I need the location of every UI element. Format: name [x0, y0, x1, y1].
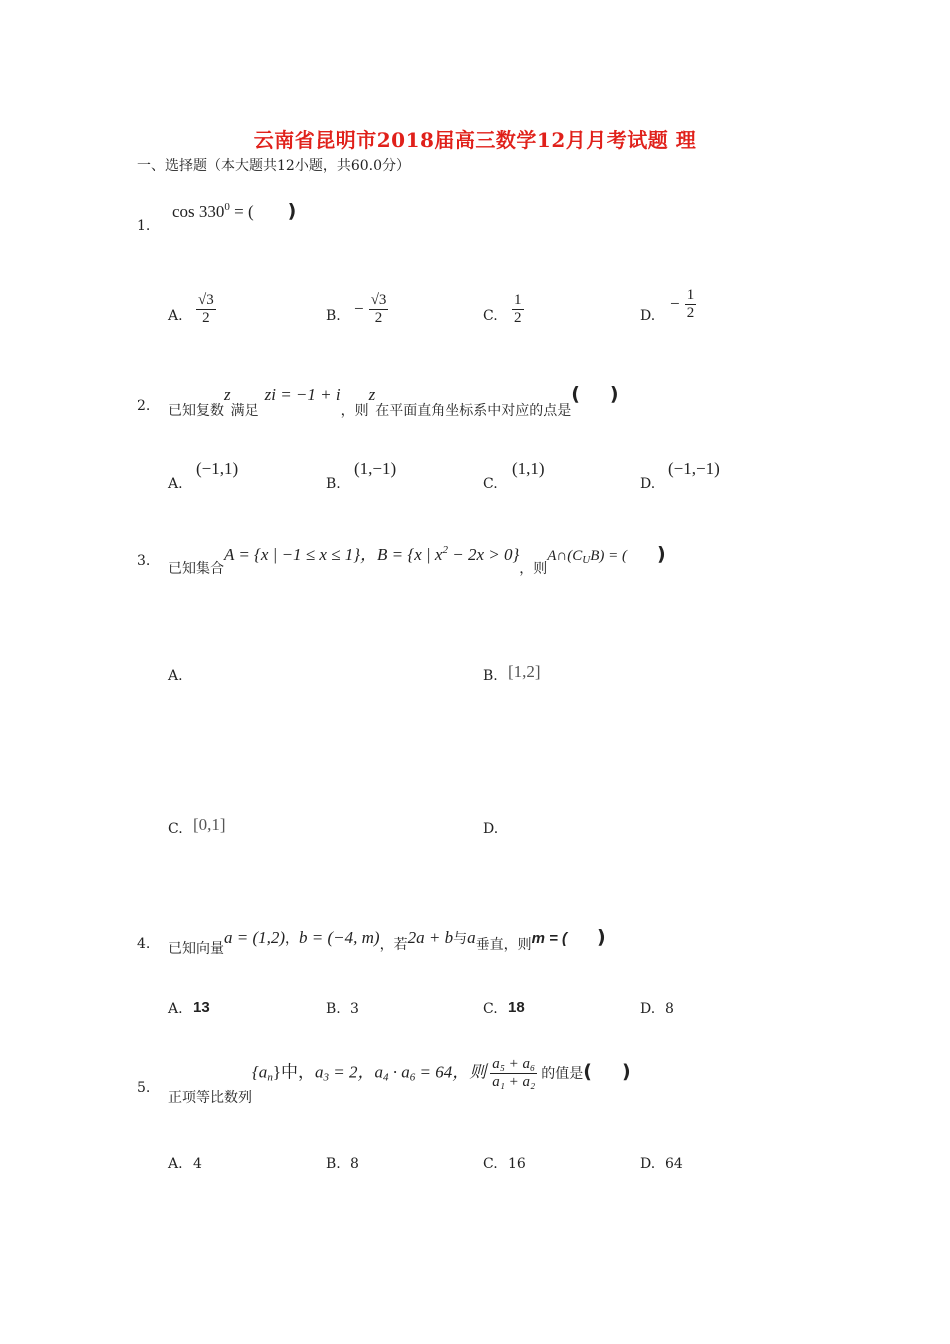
q1-option-a: [196, 292, 216, 327]
q1-option-c: [512, 292, 524, 327]
q2-number: 2.: [137, 398, 151, 414]
q5-frac-num: a₅ + a₆: [492, 1056, 536, 1072]
q4-vector-b: b = (−4, m): [299, 928, 380, 947]
q5-option-b: 8: [350, 1156, 359, 1172]
q4-text-2: ，: [285, 931, 300, 947]
q1-expr: cos 330: [172, 202, 225, 221]
q5-frac-den: a₁ + a₂: [492, 1074, 536, 1090]
q4-option-d: 8: [665, 1001, 674, 1017]
q5-option-a-label: A.: [168, 1156, 183, 1172]
q5-a3-end: = 2，: [328, 1062, 375, 1082]
q5-a3: a: [314, 1062, 324, 1082]
q1-option-b: [354, 292, 388, 327]
q1-c-num: 1: [514, 292, 522, 308]
q3-set-b-2: − 2x > 0}: [447, 545, 520, 564]
q5-text-2: 的值是: [541, 1065, 584, 1082]
q1-equals: = (: [229, 202, 254, 221]
q2-text-4: 在平面直角坐标系中对应的点是: [375, 403, 572, 419]
q4-option-c: 18: [508, 999, 525, 1016]
q3-stem: [168, 540, 666, 577]
q3-option-c-label: C.: [168, 821, 183, 837]
q3-expr-2: B) = (: [590, 548, 627, 564]
q4-text-3: ，若: [379, 937, 408, 953]
q3-expr-sub: U: [582, 554, 591, 566]
q1-option-c-label: C.: [483, 308, 498, 324]
q3-option-d-label: D.: [483, 821, 499, 837]
q3-expr-1: A∩(C: [547, 548, 583, 564]
q5-cond-end: = 64，则: [415, 1062, 487, 1082]
q5-option-b-label: B.: [326, 1156, 341, 1172]
q3-set-b-1: B = {x | x: [377, 545, 443, 564]
q1-c-den: 2: [514, 310, 522, 326]
q5-a3-sub: 3: [323, 1071, 329, 1084]
q5-a6: · a: [388, 1062, 410, 1082]
q1-a-den: 2: [202, 310, 210, 326]
q4-close-paren: ): [597, 926, 606, 948]
q5-fraction: [490, 1056, 537, 1091]
q4-expr: 2a + b: [407, 928, 454, 947]
q3-option-c: [0,1]: [193, 815, 226, 834]
q3-option-a-label: A.: [168, 668, 183, 684]
q5-option-d-label: D.: [640, 1156, 656, 1172]
q5-a6-sub: 6: [409, 1071, 416, 1084]
q4-option-c-label: C.: [483, 1001, 498, 1017]
q4-vector-a2: a: [467, 928, 476, 947]
q2-z1: z: [224, 385, 231, 404]
q2-text-1: 已知复数: [168, 403, 224, 419]
q1-d-sign: −: [670, 294, 680, 313]
q5-open-paren: (: [583, 1060, 592, 1083]
q1-degree: 0: [224, 201, 230, 213]
q1-b-num: √3: [370, 292, 387, 308]
q5-option-c-label: C.: [483, 1156, 498, 1172]
q3-close-paren: ): [657, 543, 666, 565]
q4-number: 4.: [137, 936, 151, 952]
q2-option-d: (−1,−1): [668, 459, 720, 478]
q4-vector-a: a = (1,2): [224, 928, 286, 947]
q4-text-1: 已知向量: [168, 941, 224, 957]
q5-text-1: 正项等比数列: [168, 1089, 252, 1106]
q1-close-paren: ): [287, 200, 297, 222]
q2-text-3: ，则: [340, 403, 369, 419]
q4-text-4: 与: [453, 931, 468, 947]
q5-seq: {a: [252, 1062, 268, 1082]
q2-option-a: (−1,1): [196, 459, 239, 478]
q5-option-d: 64: [665, 1156, 683, 1172]
q2-option-b: (1,−1): [354, 459, 397, 478]
q5-close-paren: ): [621, 1060, 631, 1083]
q3-set-a: A = {x | −1 ≤ x ≤ 1}，: [224, 545, 378, 564]
q2-option-b-label: B.: [326, 476, 341, 492]
q3-option-b: [1,2]: [508, 662, 541, 681]
q3-number: 3.: [137, 553, 151, 569]
q4-option-d-label: D.: [640, 1001, 656, 1017]
q4-text-5: 垂直，则: [475, 937, 532, 953]
q5-option-c: 16: [508, 1156, 526, 1172]
q1-b-den: 2: [374, 310, 383, 326]
q1-option-b-label: B.: [326, 308, 341, 324]
q2-close-paren: ): [609, 383, 619, 405]
q4-m: m = (: [531, 930, 568, 947]
q4-option-a: 13: [193, 999, 210, 1016]
document-title: 云南省昆明市2018届高三数学12月月考试题 理: [253, 128, 697, 152]
q5-option-a: 4: [193, 1156, 202, 1172]
q1-number: 1.: [137, 218, 151, 234]
q2-option-a-label: A.: [168, 476, 183, 492]
q2-option-c-label: C.: [483, 476, 498, 492]
q1-d-num: 1: [686, 287, 695, 303]
q2-text-2: 满足: [230, 403, 259, 419]
q5-seq-sub: n: [267, 1071, 273, 1084]
q5-seq-end: }中，: [272, 1062, 315, 1082]
q5-number: 5.: [137, 1080, 151, 1096]
q5-a4-sub: 4: [382, 1071, 389, 1084]
q1-b-sign: −: [354, 299, 364, 318]
q3-option-b-label: B.: [483, 668, 498, 684]
q2-option-c: (1,1): [512, 459, 545, 478]
q1-option-a-label: A.: [168, 308, 183, 324]
q5-stem: [168, 1056, 631, 1106]
q1-d-den: 2: [686, 305, 695, 321]
q2-z2: z: [368, 385, 376, 404]
q2-equation: zi = −1 + i: [264, 385, 341, 404]
q1-option-d-label: D.: [640, 308, 656, 324]
q4-option-b-label: B.: [326, 1001, 341, 1017]
q5-a4: a: [374, 1062, 383, 1082]
q2-open-paren: (: [571, 383, 580, 405]
q4-option-a-label: A.: [168, 1001, 183, 1017]
section-heading: 一、选择题（本大题共12小题，共60.0分）: [137, 158, 410, 174]
q4-stem: [168, 926, 606, 957]
q2-stem: [168, 383, 619, 419]
q3-text-2: ，则: [519, 561, 548, 577]
q3-set-b-sup: 2: [442, 544, 448, 556]
q4-option-b: 3: [350, 1001, 359, 1017]
q1-stem: [172, 200, 296, 222]
q3-text-1: 已知集合: [168, 561, 224, 577]
q2-option-d-label: D.: [640, 476, 656, 492]
q1-a-num: √3: [198, 292, 214, 308]
q1-option-d: [670, 287, 696, 322]
